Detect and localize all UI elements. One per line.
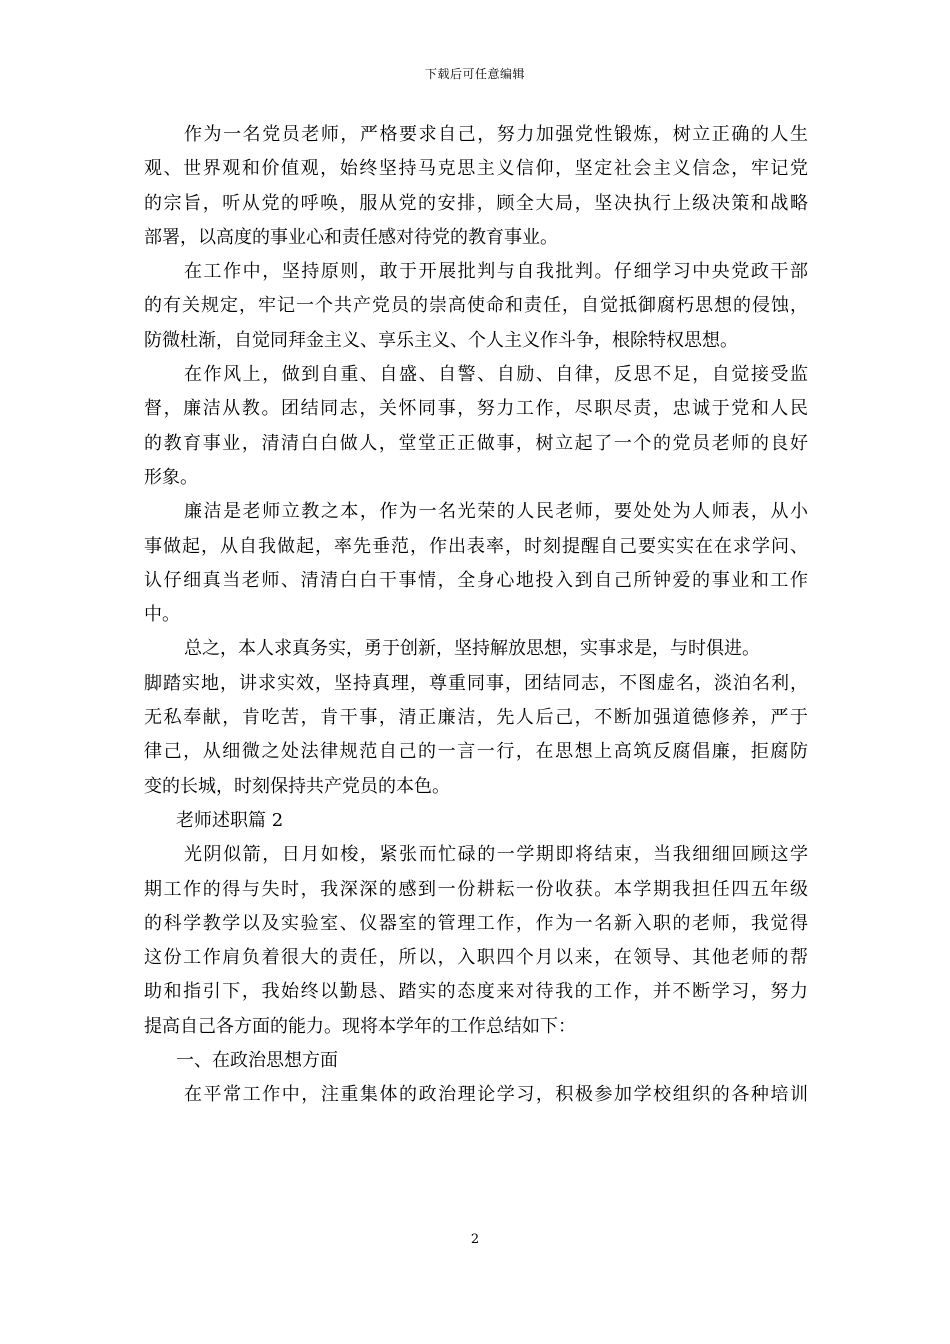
text-line: 无私奉献，肯吃苦，肯干事，清正廉洁，先人后己，不断加强道德修养，严于 [144, 707, 808, 729]
document-body [144, 118, 808, 1113]
text-line: 这份工作肩负着很大的责任，所以，入职四个月以来，在领导、其他老师的帮 [144, 947, 808, 969]
text-line: 部署，以高度的事业心和责任感对待党的教育事业。 [144, 226, 558, 248]
text-line: 变的长城，时刻保持共产党员的本色。 [144, 775, 450, 797]
text-line: 的有关规定，牢记一个共产党员的崇高使命和责任，自觉抵御腐朽思想的侵蚀， [144, 295, 808, 317]
page-header: 下载后可任意编辑 [424, 67, 525, 81]
text-line: 在工作中，坚持原则，敢于开展批判与自我批判。仔细学习中央党政干部 [184, 261, 808, 283]
section-heading: 一、在政治思想方面 [176, 1050, 338, 1072]
text-line: 光阴似箭，日月如梭，紧张而忙碌的一学期即将结束，当我细细回顾这学 [184, 844, 808, 866]
text-line: 认仔细真当老师、清清白白干事情，全身心地投入到自己所钟爱的事业和工作 [144, 569, 808, 591]
text-line: 中。 [144, 604, 180, 626]
text-line: 总之，本人求真务实，勇于创新，坚持解放思想，实事求是，与时俱进。 [184, 638, 760, 660]
text-line: 的宗旨，听从党的呼唤，服从党的安排，顾全大局，坚决执行上级决策和战略 [144, 192, 808, 214]
text-line: 期工作的得与失时，我深深的感到一份耕耘一份收获。本学期我担任四五年级 [144, 878, 808, 900]
text-line: 观、世界观和价值观，始终坚持马克思主义信仰，坚定社会主义信念，牢记党 [144, 158, 808, 180]
text-line: 的科学教学以及实验室、仪器室的管理工作，作为一名新入职的老师，我觉得 [144, 912, 808, 934]
text-line: 督，廉洁从教。团结同志，关怀同事，努力工作，尽职尽责，忠诚于党和人民 [144, 398, 808, 420]
text-line: 在作风上，做到自重、自盛、自警、自励、自律，反思不足，自觉接受监 [184, 364, 808, 386]
text-line: 的教育事业，清清白白做人，堂堂正正做事，树立起了一个的党员老师的良好 [144, 432, 808, 454]
text-line: 形象。 [144, 466, 198, 488]
text-line: 防微杜渐，自觉同拜金主义、享乐主义、个人主义作斗争，根除特权思想。 [144, 329, 738, 351]
text-line: 提高自己各方面的能力。现将本学年的工作总结如下： [144, 1015, 576, 1037]
text-line: 律己，从细微之处法律规范自己的一言一行，在思想上高筑反腐倡廉，拒腐防 [144, 741, 808, 763]
section-heading: 老师述职篇 2 [176, 809, 284, 831]
text-line: 作为一名党员老师，严格要求自己，努力加强党性锻炼，树立正确的人生 [184, 124, 808, 145]
text-line: 脚踏实地，讲求实效，坚持真理，尊重同事，团结同志，不图虚名，淡泊名利， [144, 672, 808, 694]
text-line: 助和指引下，我始终以勤恳、踏实的态度来对待我的工作，并不断学习，努力 [144, 981, 808, 1003]
text-line: 廉洁是老师立教之本，作为一名光荣的人民老师，要处处为人师表，从小 [184, 501, 808, 523]
page-number: 2 [470, 1232, 480, 1247]
text-line: 在平常工作中，注重集体的政治理论学习，积极参加学校组织的各种培训 [184, 1084, 808, 1106]
text-line: 事做起，从自我做起，率先垂范，作出表率，时刻提醒自己要实实在在求学问、 [144, 535, 808, 557]
